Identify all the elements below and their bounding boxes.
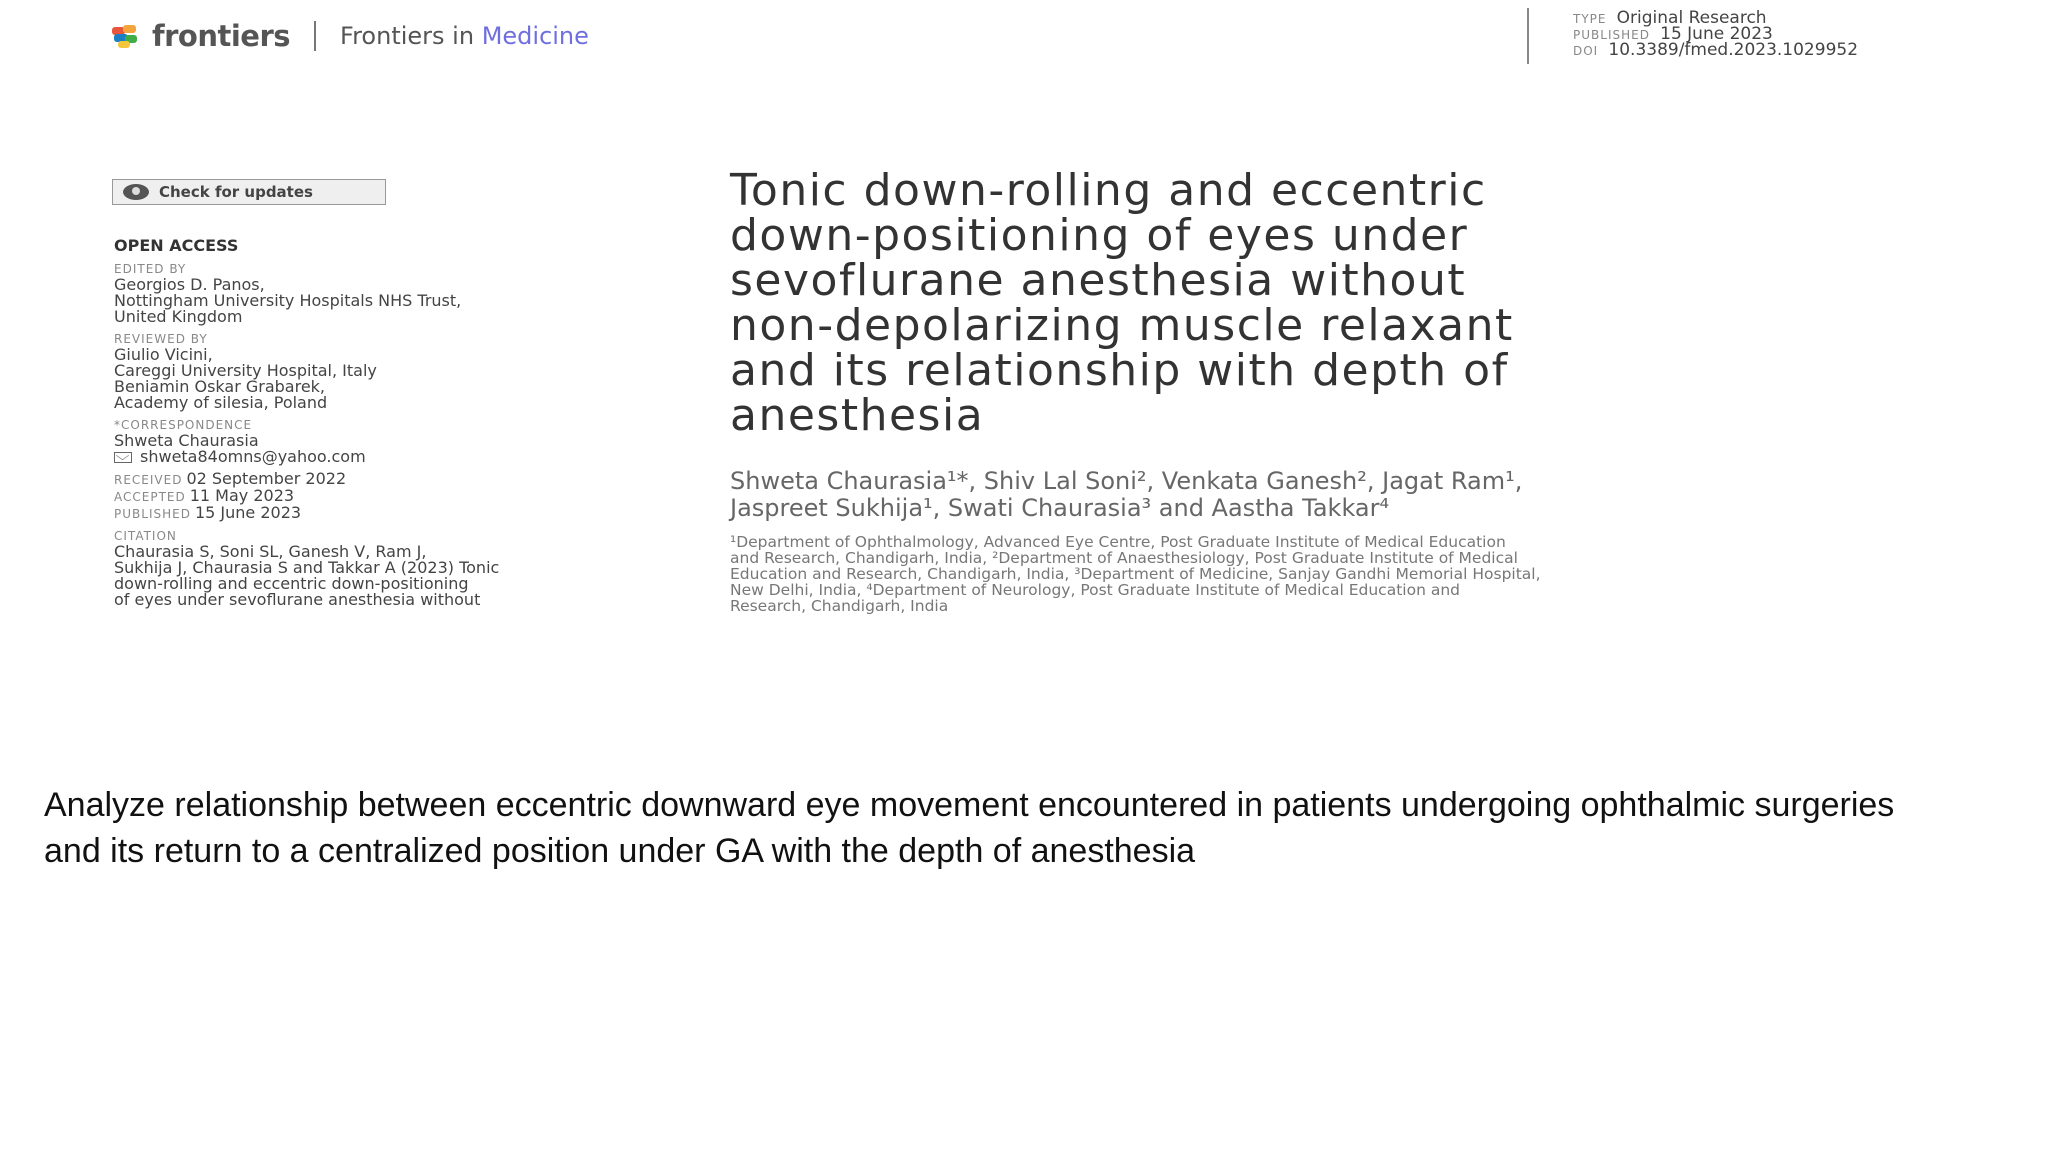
journal-highlight: Medicine [481, 22, 589, 50]
article-title [730, 165, 1970, 441]
caption-line: Analyze relationship between eccentric downward eye movement encountered in patients undergoing ophthalmic surgeries [44, 786, 1895, 824]
title-line: sevoflurane anesthesia without [730, 255, 1467, 306]
reviewer-line: Careggi University Hospital, Italy [114, 361, 377, 380]
journal-brand [110, 14, 589, 58]
author-affiliations [730, 534, 1980, 614]
open-access-label: OPEN ACCESS [114, 236, 239, 255]
article-sidebar [114, 236, 694, 608]
affiliation-line: ¹Department of Ophthalmology, Advanced Eye Centre, Post Graduate Institute of Medical Education [730, 533, 1506, 551]
correspondence-email[interactable]: shweta84omns@yahoo.com [140, 447, 366, 466]
affiliation-line: Education and Research, Chandigarh, India, ³Department of Medicine, Sanjay Gandhi Memorial Hospital, [730, 565, 1541, 583]
published-value: 15 June 2023 [194, 503, 302, 522]
citation-label: CITATION [114, 529, 177, 543]
frontiers-logo-icon [110, 21, 140, 51]
received-value: 02 September 2022 [186, 469, 347, 488]
affiliation-line: New Delhi, India, ⁴Department of Neurology, Post Graduate Institute of Medical Education and [730, 581, 1460, 599]
accepted-value: 11 May 2023 [189, 486, 295, 505]
title-line: Tonic down-rolling and eccentric [730, 165, 1487, 216]
accepted-key: ACCEPTED [114, 490, 186, 504]
reviewed-by-label: REVIEWED BY [114, 332, 208, 346]
affiliation-line: and Research, Chandigarh, India, ²Department of Anaesthesiology, Post Graduate Institute of Medical [730, 549, 1518, 567]
meta-published-key: PUBLISHED [1573, 28, 1650, 42]
meta-type-value: Original Research [1616, 8, 1767, 28]
edited-by-label: EDITED BY [114, 262, 187, 276]
meta-type-key: TYPE [1573, 12, 1607, 26]
citation-line: of eyes under sevoflurane anesthesia without [114, 590, 481, 609]
correspondence-name: Shweta Chaurasia [114, 431, 259, 450]
correspondence-email-row [114, 449, 694, 465]
article-authors [730, 468, 1990, 522]
frontiers-logo-text: frontiers [152, 19, 291, 53]
reviewer-line: Giulio Vicini, [114, 345, 213, 364]
check-for-updates-label: Check for updates [159, 183, 313, 201]
title-line: and its relationship with depth of [730, 345, 1509, 396]
caption-line: and its return to a centralized position under GA with the depth of anesthesia [44, 832, 1196, 870]
published-date [114, 505, 694, 522]
citation-line: down-rolling and eccentric down-positioning [114, 574, 469, 593]
meta-doi-value[interactable]: 10.3389/fmed.2023.1029952 [1608, 40, 1859, 60]
envelope-icon [114, 452, 132, 463]
received-key: RECEIVED [114, 473, 183, 487]
editor-line: United Kingdom [114, 307, 243, 326]
check-for-updates-button[interactable] [112, 179, 386, 205]
title-line: anesthesia [730, 390, 985, 441]
title-line: down-positioning of eyes under [730, 210, 1469, 261]
editor-line: Georgios D. Panos, [114, 275, 265, 294]
correspondence-label: *CORRESPONDENCE [114, 418, 253, 432]
meta-doi-key: DOI [1573, 44, 1599, 58]
authors-line: Jaspreet Sukhija¹, Swati Chaurasia³ and Aastha Takkar⁴ [730, 494, 1390, 522]
article-meta [1573, 10, 1858, 58]
journal-prefix: Frontiers in [340, 22, 482, 50]
slide-caption [44, 782, 2024, 874]
title-line: non-depolarizing muscle relaxant [730, 300, 1514, 351]
meta-doi [1573, 42, 1858, 58]
citation-line: Sukhija J, Chaurasia S and Takkar A (2023) Tonic [114, 558, 500, 577]
meta-divider [1527, 8, 1529, 64]
brand-divider [314, 21, 316, 51]
journal-name [340, 22, 589, 50]
affiliation-line: Research, Chandigarh, India [730, 597, 949, 615]
meta-published-value: 15 June 2023 [1660, 24, 1773, 44]
reviewer-line: Beniamin Oskar Grabarek, [114, 377, 326, 396]
editor-line: Nottingham University Hospitals NHS Trust, [114, 291, 462, 310]
reviewer-line: Academy of silesia, Poland [114, 393, 328, 412]
published-key: PUBLISHED [114, 507, 191, 521]
citation-line: Chaurasia S, Soni SL, Ganesh V, Ram J, [114, 542, 427, 561]
update-badge-icon [121, 183, 151, 201]
authors-line: Shweta Chaurasia¹*, Shiv Lal Soni², Venkata Ganesh², Jagat Ram¹, [730, 467, 1523, 495]
